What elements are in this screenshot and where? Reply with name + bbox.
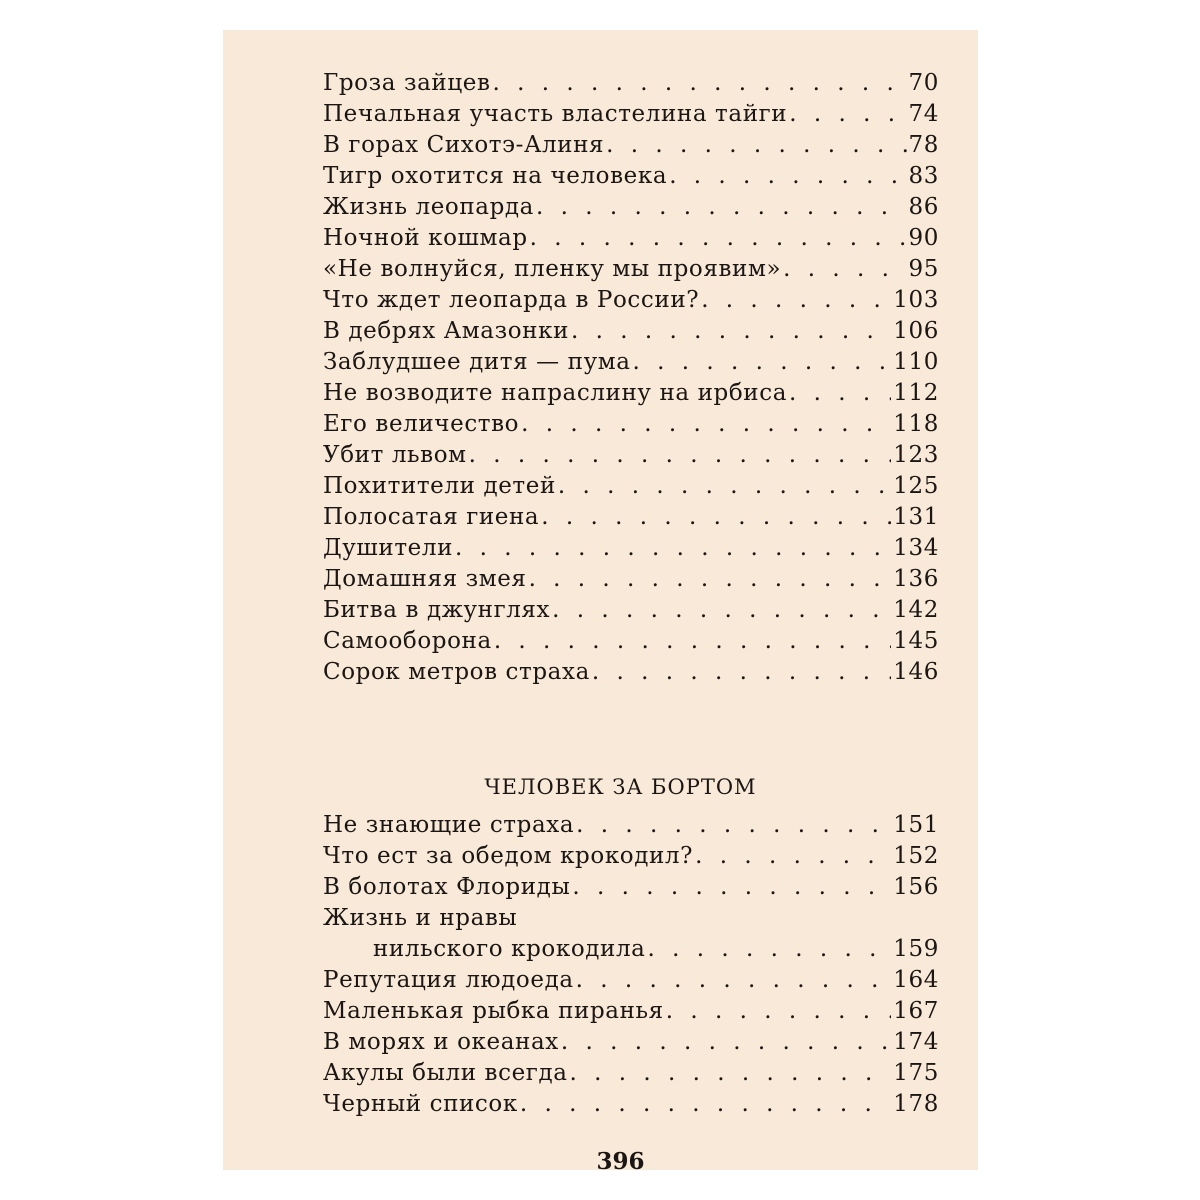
- toc-entry-title: Печальная участь властелина тайги: [323, 101, 788, 127]
- dot-leader: [572, 872, 891, 903]
- toc-entry-page: 74: [908, 101, 939, 127]
- toc-entry-page: 136: [893, 566, 939, 592]
- toc-entry-title: В морях и океанах: [323, 1029, 559, 1055]
- book-page: [223, 30, 978, 1170]
- toc-entry-page: 134: [893, 535, 939, 561]
- dot-leader: [783, 254, 906, 285]
- dot-leader: [701, 285, 891, 316]
- toc-entry: [323, 347, 939, 378]
- toc-entry-title: Что ест за обедом крокодил?: [323, 843, 694, 869]
- toc-entry-title: Ночной кошмар: [323, 225, 528, 251]
- toc-entry-title: В горах Сихотэ-Алиня: [323, 132, 605, 158]
- dot-leader: [666, 996, 892, 1027]
- toc-entry-title: Тигр охотится на человека: [323, 163, 668, 189]
- page-number: 396: [596, 1148, 645, 1170]
- toc-entry-title: Акулы были всегда: [323, 1060, 568, 1086]
- toc-entry-page: 110: [893, 349, 939, 375]
- dot-leader: [536, 192, 907, 223]
- toc-entry-page: 178: [893, 1091, 939, 1117]
- dot-leader: [520, 1089, 891, 1120]
- toc-list-part2: [323, 810, 939, 1120]
- toc-entry-page: 151: [893, 812, 939, 838]
- toc-entry-page: 123: [893, 442, 939, 468]
- toc-entry-page: 142: [893, 597, 939, 623]
- toc-entry-title: Полосатая гиена: [323, 504, 540, 530]
- dot-leader: [606, 130, 906, 161]
- toc-entry-title: Самооборона: [323, 628, 492, 654]
- toc-entry-title: Похитители детей: [323, 473, 556, 499]
- toc-entry: [323, 996, 939, 1027]
- toc-entry-page: 146: [893, 659, 939, 685]
- toc-entry-title: В болотах Флориды: [323, 874, 571, 900]
- toc-entry: [323, 68, 939, 99]
- toc-entry-title-continuation: нильского крокодила: [373, 936, 646, 962]
- dot-leader: [571, 316, 891, 347]
- toc-entry: [323, 841, 939, 872]
- toc-entry-continuation-line: [323, 934, 939, 965]
- toc-entry-title: Что ждет леопарда в России?: [323, 287, 700, 313]
- toc-entry: [323, 502, 939, 533]
- toc-entry: [323, 872, 939, 903]
- dot-leader: [552, 595, 891, 626]
- dot-leader: [493, 68, 907, 99]
- toc-entry-page: 118: [893, 411, 939, 437]
- toc-list-part1: [323, 68, 939, 688]
- dot-leader: [789, 378, 891, 409]
- toc-entry-page: 103: [893, 287, 939, 313]
- toc-entry: [323, 903, 939, 965]
- toc-entry: [323, 533, 939, 564]
- toc-entry: [323, 192, 939, 223]
- toc-entry-title: Не возводите напраслину на ирбиса: [323, 380, 788, 406]
- toc-entry-page: 70: [908, 70, 939, 96]
- toc-entry-page: 112: [893, 380, 939, 406]
- dot-leader: [669, 161, 906, 192]
- dot-leader: [558, 471, 891, 502]
- dot-leader: [521, 409, 891, 440]
- toc-entry-title: «Не волнуйся, пленку мы проявим»: [323, 256, 782, 282]
- toc-entry: [323, 409, 939, 440]
- dot-leader: [648, 934, 892, 965]
- toc-entry-title: Маленькая рыбка пиранья: [323, 998, 664, 1024]
- toc-entry-page: 86: [908, 194, 939, 220]
- toc-entry-page: 164: [893, 967, 939, 993]
- toc-entry-page: 175: [893, 1060, 939, 1086]
- dot-leader: [576, 810, 891, 841]
- dot-leader: [469, 440, 892, 471]
- dot-leader: [695, 841, 891, 872]
- dot-leader: [529, 564, 892, 595]
- toc-entry-page: 95: [908, 256, 939, 282]
- toc-entry: [323, 564, 939, 595]
- toc-entry-title: Гроза зайцев: [323, 70, 491, 96]
- toc-entry-page: 131: [893, 504, 939, 530]
- toc-entry: [323, 99, 939, 130]
- toc-entry: [323, 965, 939, 996]
- dot-leader: [530, 223, 907, 254]
- toc-entry-page: 78: [908, 132, 939, 158]
- toc-entry-title: Жизнь леопарда: [323, 194, 534, 220]
- toc-entry-page: 174: [893, 1029, 939, 1055]
- dot-leader: [789, 99, 906, 130]
- toc-entry-page: 156: [893, 874, 939, 900]
- toc-entry-title: Жизнь и нравы: [323, 905, 518, 931]
- toc-entry-title: Домашняя змея: [323, 566, 527, 592]
- toc-entry-title: Черный список: [323, 1091, 518, 1117]
- dot-leader: [494, 626, 891, 657]
- toc-entry-title: Битва в джунглях: [323, 597, 551, 623]
- toc-entry-page: 167: [893, 998, 939, 1024]
- toc-entry-title: Репутация людоеда: [323, 967, 574, 993]
- dot-leader: [592, 657, 891, 688]
- toc-entry: [323, 1089, 939, 1120]
- toc-entry: [323, 1058, 939, 1089]
- toc-entry: [323, 316, 939, 347]
- toc-entry: [323, 595, 939, 626]
- toc-entry-page: 152: [893, 843, 939, 869]
- toc-entry-title: Сорок метров страха: [323, 659, 590, 685]
- toc-entry: [323, 161, 939, 192]
- toc-entry: [323, 223, 939, 254]
- toc-entry: [323, 285, 939, 316]
- toc-entry: [323, 254, 939, 285]
- dot-leader: [633, 347, 892, 378]
- dot-leader: [576, 965, 892, 996]
- toc-entry-title: Душители: [323, 535, 454, 561]
- toc-entry-page: 145: [893, 628, 939, 654]
- toc-entry: [323, 1027, 939, 1058]
- toc-entry: [323, 471, 939, 502]
- section-heading: ЧЕЛОВЕК ЗА БОРТОМ: [484, 775, 757, 799]
- toc-entry: [323, 657, 939, 688]
- toc-entry-title: Не знающие страха: [323, 812, 575, 838]
- toc-entry: [323, 378, 939, 409]
- toc-entry-title: В дебрях Амазонки: [323, 318, 569, 344]
- dot-leader: [455, 533, 891, 564]
- toc-entry: [323, 626, 939, 657]
- toc-entry-title: Его величество: [323, 411, 520, 437]
- toc-entry-page: 83: [908, 163, 939, 189]
- toc-entry-title: Заблудшее дитя — пума: [323, 349, 631, 375]
- toc-entry-page: 106: [893, 318, 939, 344]
- dot-leader: [541, 502, 891, 533]
- toc-entry-page: 125: [893, 473, 939, 499]
- toc-entry: [323, 440, 939, 471]
- dot-leader: [570, 1058, 892, 1089]
- toc-entry: [323, 810, 939, 841]
- toc-entry-page: 159: [893, 936, 939, 962]
- toc-entry-title: Убит львом: [323, 442, 467, 468]
- toc-entry: [323, 130, 939, 161]
- toc-entry-page: 90: [908, 225, 939, 251]
- dot-leader: [561, 1027, 891, 1058]
